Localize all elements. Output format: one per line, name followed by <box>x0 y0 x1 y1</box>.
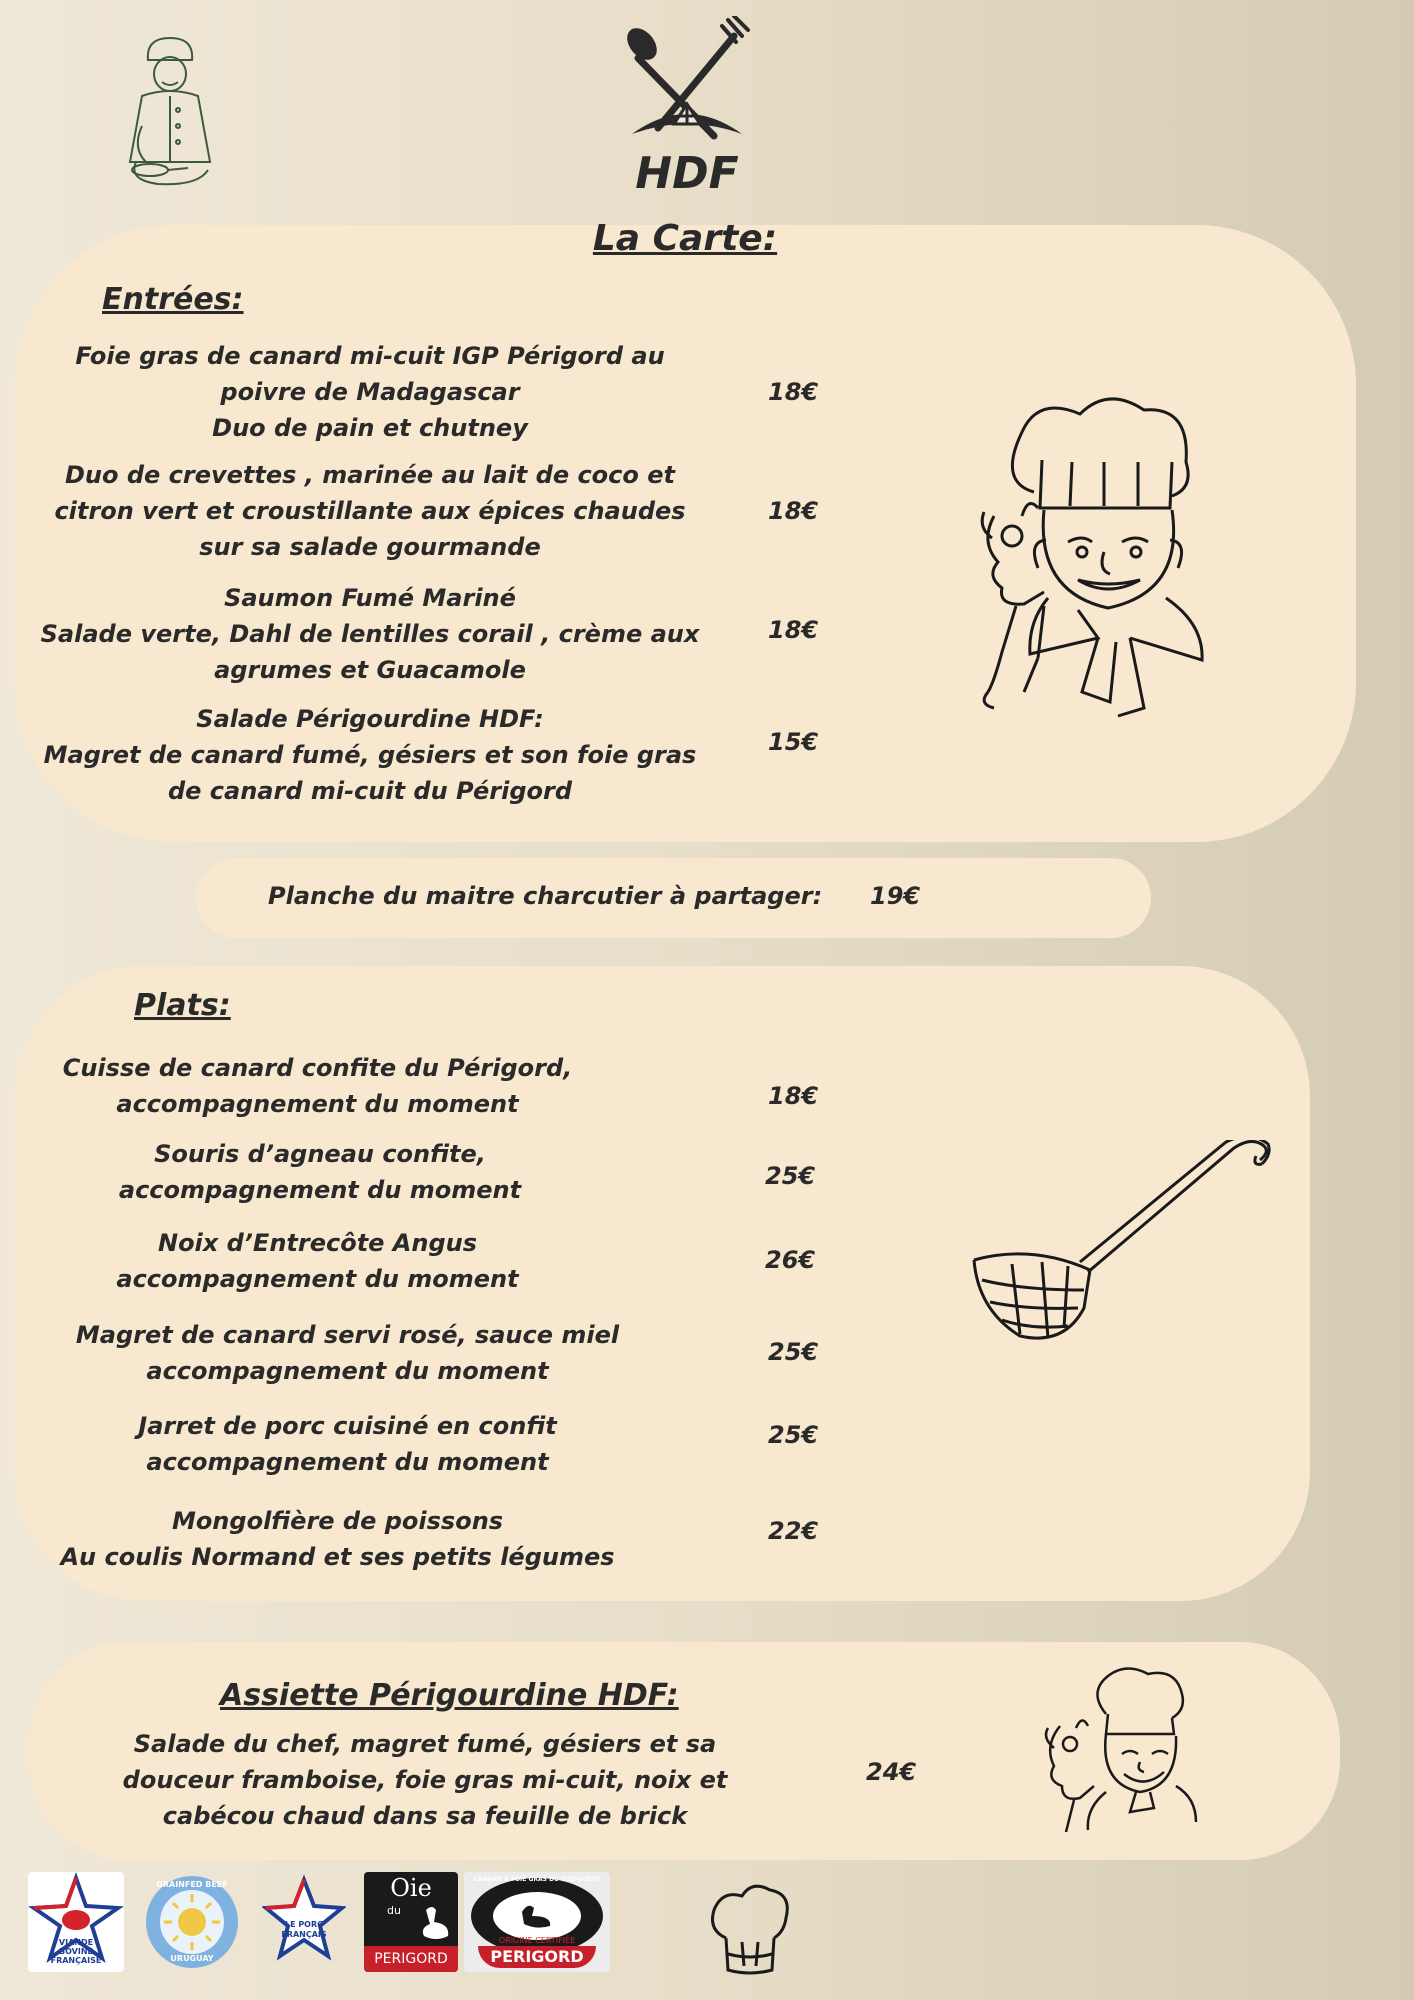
dish-line: accompagnement du moment <box>118 1176 522 1204</box>
entree-price: 18€ <box>768 378 819 406</box>
dish-line: agrumes et Guacamole <box>214 656 526 684</box>
dish-line: Souris d’agneau confite, <box>154 1140 486 1168</box>
assiette-heading: Assiette Périgourdine HDF: <box>220 1678 679 1713</box>
viande-label-line: VIANDE <box>58 1938 94 1947</box>
entree-item <box>30 338 710 446</box>
canard-label-region: PERIGORD <box>478 1946 596 1968</box>
plat-item <box>30 1050 605 1122</box>
entree-item <box>30 701 710 809</box>
hdf-logo-icon <box>622 16 752 141</box>
dish-line: Duo de crevettes , marinée au lait de coco et <box>65 461 675 489</box>
dish-line: de canard mi-cuit du Périgord <box>167 777 573 805</box>
dish-line: Magret de canard servi rosé, sauce miel <box>75 1321 620 1349</box>
plat-item <box>30 1136 610 1208</box>
entree-item <box>30 580 710 688</box>
oie-label-title: Oie <box>390 1874 432 1902</box>
dish-line: douceur framboise, foie gras mi-cuit, noix et <box>122 1766 728 1794</box>
goose-icon <box>416 1902 452 1942</box>
dish-line: Jarret de porc cuisiné en confit <box>138 1412 557 1440</box>
grainfed-label-top: GRAINFED BEEF <box>156 1880 228 1889</box>
entrees-heading: Entrées: <box>102 282 244 317</box>
plat-price: 25€ <box>765 1162 816 1190</box>
chef-ok-gesture-illustration <box>958 392 1222 737</box>
canard-foie-gras-perigord-logo <box>464 1872 610 1972</box>
brand-name: HDF <box>635 148 739 199</box>
entree-price: 18€ <box>768 497 819 525</box>
chef-cooking-illustration <box>118 30 223 195</box>
dish-line: Cuisse de canard confite du Périgord, <box>62 1054 573 1082</box>
plat-price: 18€ <box>768 1082 819 1110</box>
chef-portrait-illustration <box>1036 1662 1211 1834</box>
entree-price: 15€ <box>768 728 819 756</box>
plat-price: 25€ <box>768 1421 819 1449</box>
porc-label <box>262 1920 346 1940</box>
dish-line: poivre de Madagascar <box>220 378 520 406</box>
chef-hat-icon <box>708 1880 792 1976</box>
porc-label-line: LE PORC <box>284 1920 324 1929</box>
planche-label: Planche du maitre charcutier à partager: <box>268 882 823 910</box>
grainfed-label-bottom: URUGUAY <box>170 1954 214 1963</box>
entree-item <box>30 457 710 565</box>
dish-line: accompagnement du moment <box>116 1265 519 1293</box>
plat-item <box>30 1225 605 1297</box>
plat-item <box>30 1317 665 1389</box>
dish-line: Noix d’Entrecôte Angus <box>157 1229 478 1257</box>
assiette-price: 24€ <box>866 1758 917 1786</box>
dish-line: accompagnement du moment <box>146 1448 549 1476</box>
dish-line: Salade du chef, magret fumé, gésiers et sa <box>133 1730 717 1758</box>
assiette-description <box>110 1726 740 1834</box>
le-porc-francais-logo <box>262 1872 346 1972</box>
dish-line: Au coulis Normand et ses petits légumes <box>60 1543 615 1571</box>
dish-line: citron vert et croustillante aux épices chaudes <box>54 497 686 525</box>
entree-price: 18€ <box>768 616 819 644</box>
planche-price: 19€ <box>870 882 921 910</box>
porc-label-line: FRANÇAIS <box>281 1930 327 1939</box>
dish-line: sur sa salade gourmande <box>199 533 541 561</box>
dish-line: Mongolfière de poissons <box>171 1507 504 1535</box>
dish-line: Saumon Fumé Mariné <box>224 584 516 612</box>
plats-heading: Plats: <box>134 988 231 1023</box>
oie-label-region: PERIGORD <box>364 1946 458 1972</box>
page-title: La Carte: <box>592 218 778 259</box>
viande-label-line: BOVINE <box>58 1947 93 1956</box>
viande-label <box>28 1938 124 1965</box>
oie-label-du: du <box>387 1904 401 1917</box>
dish-line: Salade verte, Dahl de lentilles corail , crème aux <box>40 620 700 648</box>
dish-line: cabécou chaud dans sa feuille de brick <box>162 1802 688 1830</box>
grainfed-beef-uruguay-logo <box>144 1872 240 1972</box>
ladle-icon <box>972 1140 1272 1345</box>
plat-item <box>30 1503 645 1575</box>
canard-label-origin: ORIGINE CERTIFIÉE <box>498 1936 576 1945</box>
dish-line: Foie gras de canard mi-cuit IGP Périgord au <box>75 342 665 370</box>
plat-price: 26€ <box>765 1246 816 1274</box>
dish-line: Magret de canard fumé, gésiers et son foie gras <box>43 741 697 769</box>
viande-label-line: FRANÇAISE <box>50 1956 102 1965</box>
plat-item <box>30 1408 665 1480</box>
plat-price: 25€ <box>768 1338 819 1366</box>
plat-price: 22€ <box>768 1517 819 1545</box>
dish-line: accompagnement du moment <box>116 1090 519 1118</box>
dish-line: accompagnement du moment <box>146 1357 549 1385</box>
oie-du-perigord-logo <box>364 1872 458 1972</box>
dish-line: Duo de pain et chutney <box>212 414 528 442</box>
canard-label-top: CANARD À FOIE GRAS DU SUD-OUEST <box>473 1876 601 1883</box>
dish-line: Salade Périgourdine HDF: <box>196 705 544 733</box>
viande-bovine-francaise-logo <box>28 1872 124 1972</box>
